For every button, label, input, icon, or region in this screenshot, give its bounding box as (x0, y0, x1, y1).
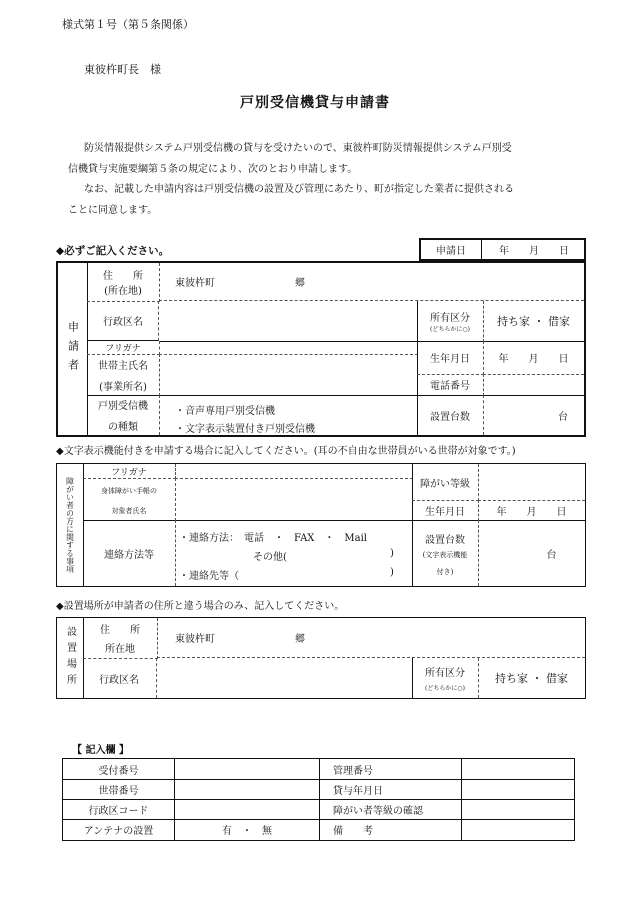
address-label (87, 263, 160, 302)
ownership-choice[interactable]: 持ち家 ・ 借家 (483, 301, 584, 342)
furigana-field[interactable] (175, 464, 413, 479)
district-label: 行政区名 (87, 301, 159, 341)
disability-side-text: 障がい者の方に関する事項 (65, 477, 75, 573)
disability-grade-check-label: 障がい者等級の確認 (333, 805, 423, 817)
disability-side-label (57, 464, 84, 586)
contact-other-label[interactable]: その他( (253, 552, 287, 563)
loan-date-field[interactable] (462, 779, 574, 799)
page-title: 戸別受信機貸与申請書 (240, 95, 390, 111)
birth-label: 生年月日 (417, 341, 484, 375)
address-label-2: 所在地 (105, 644, 135, 655)
contact-label: 連絡方法等 (83, 520, 176, 586)
birth-field[interactable]: 年 月 日 (478, 500, 585, 521)
disability-grade-check-field[interactable] (462, 799, 574, 819)
cert-name-field[interactable] (175, 478, 413, 521)
address-field[interactable]: 東彼杵町 郷 (157, 618, 585, 658)
install-side-text: 設置場所 (64, 626, 76, 690)
phone-field[interactable] (483, 374, 584, 396)
count-label-cell (412, 520, 479, 586)
count-unit: 台 (558, 412, 568, 423)
furigana-label: フリガナ (83, 464, 176, 479)
management-number-label: 管理番号 (333, 765, 373, 777)
count-field[interactable] (478, 520, 585, 586)
head-name-field[interactable] (159, 354, 418, 396)
receiver-type-label (87, 395, 160, 435)
receipt-number-label: 受付番号 (98, 765, 139, 777)
office-row (63, 819, 574, 840)
intro-line: なお、記載した申請内容は戸別受信機の設置及び管理にあたり、町が指定した業者に提供される (84, 184, 514, 195)
birth-label: 生年月日 (412, 500, 479, 521)
district-label: 行政区名 (83, 658, 157, 698)
section1-note: ◆必ずご記入ください。 (56, 245, 170, 257)
head-label-2: (事業所名) (99, 381, 147, 393)
ownership-label: 所有区分 (425, 668, 465, 679)
district-field[interactable] (157, 658, 413, 698)
ownership-choice[interactable]: 持ち家 ・ 借家 (495, 672, 568, 685)
applicant-table (56, 261, 586, 437)
count-label: 設置台数 (425, 535, 465, 546)
disability-grade-field[interactable] (478, 464, 585, 501)
date-label: 申請日 (421, 240, 482, 259)
contact-details-close: ) (390, 567, 394, 578)
intro-line: 信機貸与実施要綱第５条の規定により、次のとおり申請します。 (68, 164, 358, 175)
applicant-side-label (58, 263, 88, 435)
head-name-label (87, 354, 160, 396)
contact-details-label[interactable]: ・連絡先等（ (179, 571, 239, 582)
disability-table (56, 463, 586, 587)
antenna-label: アンテナの設置 (83, 826, 154, 837)
install-side-label (57, 618, 84, 698)
household-number-field[interactable] (175, 779, 319, 799)
receiver-option-text-display[interactable]: ・文字表示装置付き戸別受信機 (175, 424, 315, 435)
address-label (83, 618, 158, 659)
address-field[interactable]: 東彼杵町 郷 (159, 263, 584, 301)
remarks-field[interactable] (462, 819, 574, 840)
cert-name-label-1: 身体障がい手帳の (101, 487, 157, 495)
address-label-2: (所在地) (104, 286, 142, 297)
ownership-label-cell (412, 658, 479, 698)
cert-name-label (83, 478, 176, 521)
office-row (63, 779, 574, 800)
address-label-1: 住 所 (103, 271, 143, 282)
contact-options (175, 520, 413, 586)
count-field[interactable] (483, 395, 584, 435)
applicant-side-text: 申請者 (66, 320, 80, 378)
office-table (62, 758, 575, 841)
receiver-option-audio[interactable]: ・音声専用戸別受信機 (175, 406, 275, 417)
address-label-1: 住 所 (100, 625, 140, 636)
section2-note: ◆文字表示機能付きを申請する場合に記入してください。(耳の不自由な世帯員がいる世帯が対象です。) (56, 446, 516, 457)
install-location-table (56, 617, 586, 699)
antenna-choice[interactable]: 有 ・ 無 (222, 826, 272, 837)
office-row (63, 759, 574, 780)
furigana-label: フリガナ (87, 341, 160, 355)
phone-label: 電話番号 (417, 374, 484, 396)
receiver-type-options (159, 395, 418, 435)
office-row (63, 799, 574, 820)
ownership-label-cell (417, 301, 484, 342)
district-code-label: 行政区コード (88, 805, 149, 817)
contact-method-options[interactable]: ・連絡方法： 電話 ・ FAX ・ Mail (179, 533, 368, 544)
birth-field[interactable]: 年 月 日 (483, 341, 584, 375)
receiver-type-label-1: 戸別受信機 (98, 401, 148, 412)
intro-line: 防災情報提供システム戸別受信機の貸与を受けたいので、東彼杵町防災情報提供システム戸別受 (84, 143, 512, 154)
district-field[interactable] (159, 301, 418, 342)
date-field[interactable]: 年 月 日 (499, 246, 569, 257)
receiver-type-label-2: の種類 (108, 422, 138, 433)
count-label: 設置台数 (417, 395, 484, 435)
disability-grade-label: 障がい等級 (412, 464, 479, 501)
application-date-box (419, 238, 586, 261)
furigana-field[interactable] (159, 341, 418, 355)
count-unit: 台 (546, 549, 557, 561)
form-number: 様式第１号（第５条関係） (62, 18, 194, 31)
addressee: 東彼杵町長 様 (84, 63, 161, 76)
section3-note: ◆設置場所が申請者の住所と違う場合のみ、記入してください。 (56, 601, 345, 612)
count-note-2: 付き) (436, 568, 454, 576)
remarks-label: 備 考 (333, 826, 373, 837)
loan-date-label: 貸与年月日 (333, 785, 383, 797)
office-heading: 【 記入欄 】 (72, 745, 129, 756)
receipt-number-field[interactable] (175, 759, 319, 779)
cert-name-label-2: 対象者氏名 (111, 507, 147, 515)
district-code-field[interactable] (175, 799, 319, 819)
management-number-field[interactable] (462, 759, 574, 779)
ownership-note: (どちらかに○) (425, 685, 465, 692)
intro-line: ことに同意します。 (68, 205, 158, 216)
contact-other-close: ) (390, 548, 394, 559)
ownership-label: 所有区分 (430, 313, 470, 324)
count-note-1: (文字表示機能 (422, 551, 468, 559)
ownership-note: (どちらかに○) (430, 326, 470, 333)
household-number-label: 世帯番号 (98, 785, 139, 797)
head-label-1: 世帯主氏名 (98, 360, 148, 372)
